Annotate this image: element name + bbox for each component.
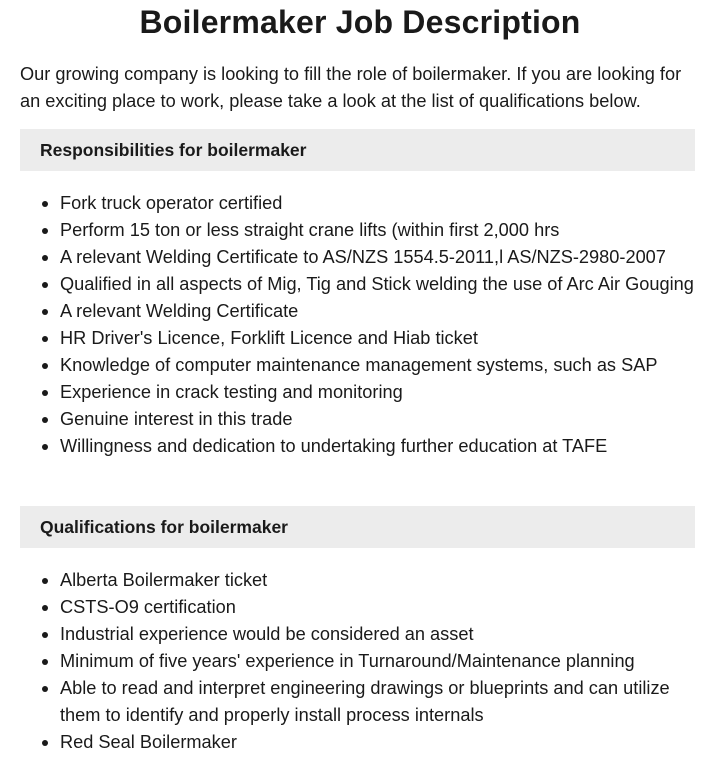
intro-paragraph: Our growing company is looking to fill the role of boilermaker. If you are looking for an exciting place to work, please take a look at the list of qualifications below. — [20, 64, 682, 111]
list-item: Able to read and interpret engineering drawings or blueprints and can utilize them to identify and properly install process internals — [20, 675, 700, 729]
list-item: Experience in crack testing and monitoring — [20, 379, 700, 406]
responsibilities-header: Responsibilities for boilermaker — [20, 129, 695, 171]
responsibilities-list — [20, 190, 700, 460]
list-item: HR Driver's Licence, Forklift Licence and Hiab ticket — [20, 325, 700, 352]
list-item: Alberta Boilermaker ticket — [20, 567, 700, 594]
list-item: Willingness and dedication to undertaking further education at TAFE — [20, 433, 700, 460]
list-item: A relevant Welding Certificate — [20, 298, 700, 325]
list-item: Fork truck operator certified — [20, 190, 700, 217]
list-item: A relevant Welding Certificate to AS/NZS 1554.5-2011,l AS/NZS-2980-2007 — [20, 244, 700, 271]
list-item: CSTS-O9 certification — [20, 594, 700, 621]
list-item: Genuine interest in this trade — [20, 406, 700, 433]
list-item: Minimum of five years' experience in Turnaround/Maintenance planning — [20, 648, 700, 675]
list-item: Knowledge of computer maintenance management systems, such as SAP — [20, 352, 700, 379]
list-item: Red Seal Boilermaker — [20, 729, 700, 756]
list-item: Perform 15 ton or less straight crane lifts (within first 2,000 hrs — [20, 217, 700, 244]
qualifications-header: Qualifications for boilermaker — [20, 506, 695, 548]
list-item: Qualified in all aspects of Mig, Tig and Stick welding the use of Arc Air Gouging — [20, 271, 700, 298]
page-title: Boilermaker Job Description — [139, 4, 581, 40]
qualifications-list — [20, 567, 700, 756]
list-item: Industrial experience would be considered an asset — [20, 621, 700, 648]
